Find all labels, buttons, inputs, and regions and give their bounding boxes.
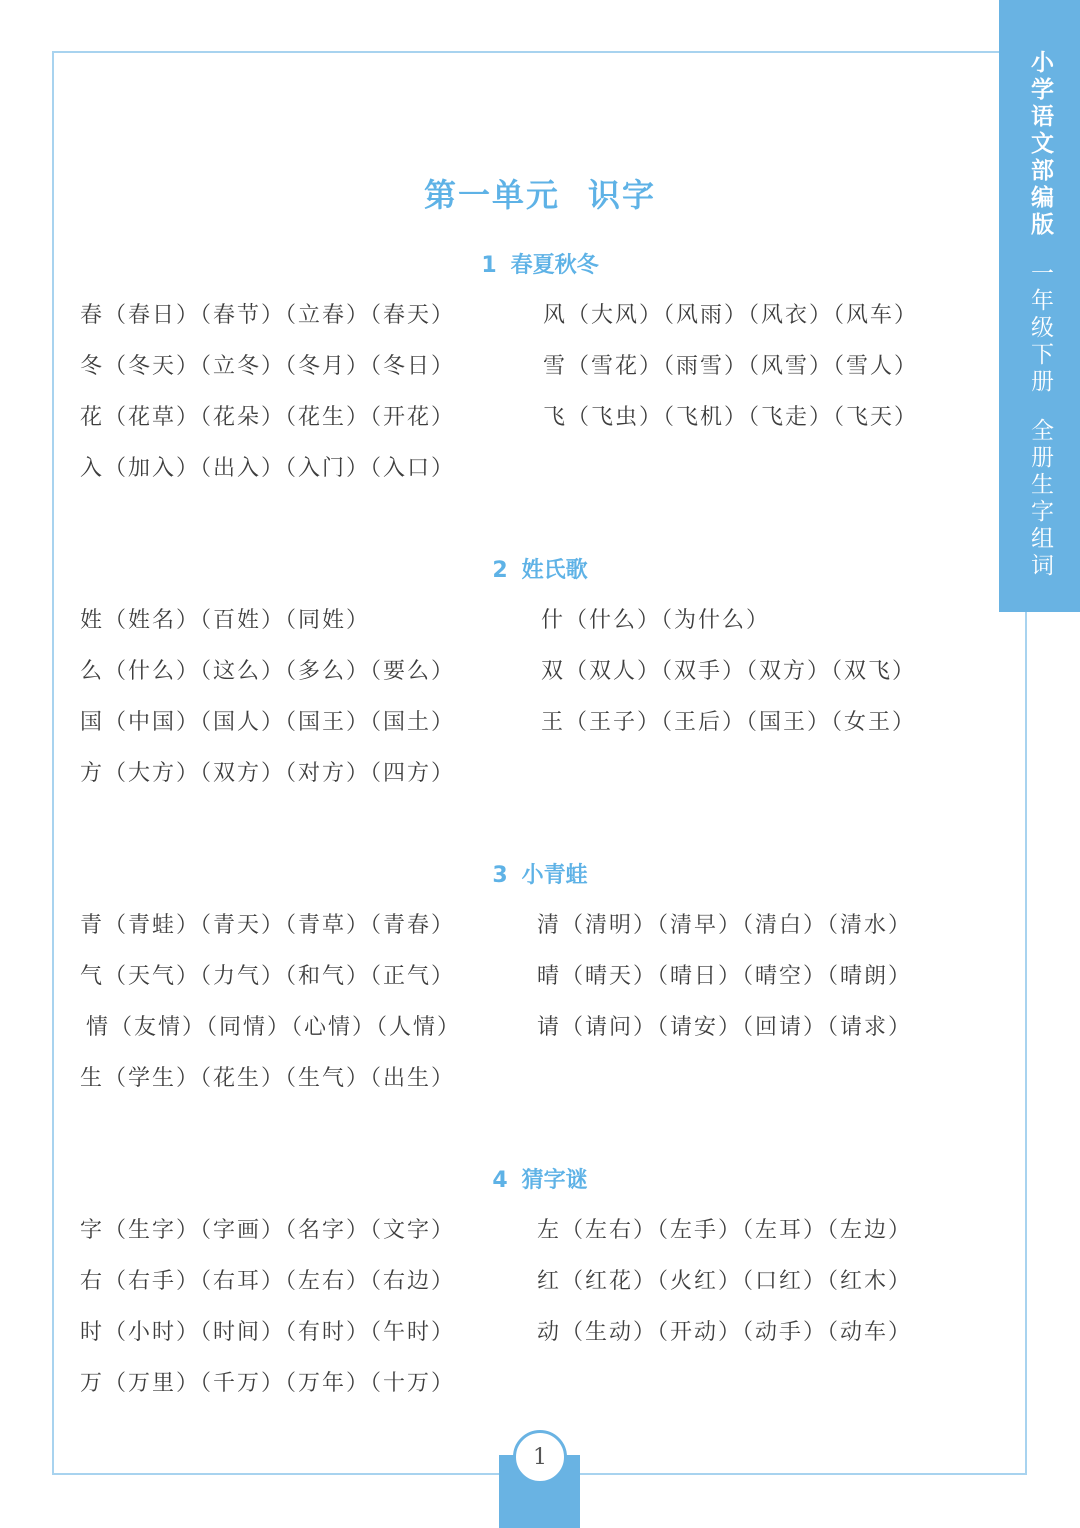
word-row: 万（万里）（千万）（万年）（十万） [80,1371,456,1396]
unit-title-number: 第一单元 [423,176,560,214]
side-tab [999,0,1080,612]
word-row: 清（清明）（清早）（清白）（清水） [537,913,913,938]
word-row: 飞（飞虫）（飞机）（飞走）（飞天） [543,405,919,430]
word-row: 左（左右）（左手）（左耳）（左边） [537,1218,913,1243]
word-row: 动（生动）（开动）（动手）（动车） [537,1320,913,1345]
word-row: 方（大方）（双方）（对方）（四方） [80,761,456,786]
word-row: 雪（雪花）（雨雪）（风雪）（雪人） [543,354,919,379]
lesson-number: 3 [492,863,508,888]
side-tab-grade: 一年级下册 [1027,261,1053,396]
word-row: 青（青蛙）（青天）（青草）（青春） [80,913,456,938]
lesson-number: 2 [492,558,508,583]
word-row: 晴（晴天）（晴日）（晴空）（晴朗） [537,964,913,989]
lesson-title [0,553,1080,584]
word-row: 风（大风）（风雨）（风衣）（风车） [543,303,919,328]
lesson-number: 4 [492,1168,508,1193]
side-tab-subtitle: 全册生字组词 [1027,418,1053,580]
lesson-number: 1 [481,253,497,278]
word-row: 字（生字）（字画）（名字）（文字） [80,1218,456,1243]
lesson-name: 春夏秋冬 [510,253,599,278]
lesson-name: 小青蛙 [521,863,588,888]
word-row: 姓（姓名）（百姓）（同姓） [80,608,371,633]
word-row: 王（王子）（王后）（国王）（女王） [541,710,917,735]
word-row: 冬（冬天）（立冬）（冬月）（冬日） [80,354,456,379]
word-row: 请（请问）（请安）（回请）（请求） [537,1015,913,1040]
word-row: 么（什么）（这么）（多么）（要么） [80,659,456,684]
lesson-title [0,858,1080,889]
lesson-name: 姓氏歌 [521,558,588,583]
side-tab-series: 小学语文部编版 [1027,50,1053,239]
word-row: 春（春日）（春节）（立春）（春天） [80,303,456,328]
word-row: 什（什么）（为什么） [541,608,771,633]
word-row: 右（右手）（右耳）（左右）（右边） [80,1269,456,1294]
unit-title [0,170,1080,216]
word-row: 气（天气）（力气）（和气）（正气） [80,964,456,989]
page-number: 1 [513,1430,567,1484]
lesson-title [0,248,1080,279]
word-row: 花（花草）（花朵）（花生）（开花） [80,405,456,430]
lesson-name: 猜字谜 [521,1168,588,1193]
word-row: 红（红花）（火红）（口红）（红木） [537,1269,913,1294]
word-row: 双（双人）（双手）（双方）（双飞） [541,659,917,684]
side-tab-text [1028,0,1051,612]
word-row: 国（中国）（国人）（国王）（国土） [80,710,456,735]
lesson-title [0,1163,1080,1194]
word-row: 入（加入）（出入）（入门）（入口） [80,456,456,481]
unit-title-name: 识字 [588,176,657,214]
word-row: 情（友情）（同情）（心情）（人情） [86,1015,462,1040]
word-row: 时（小时）（时间）（有时）（午时） [80,1320,456,1345]
word-row: 生（学生）（花生）（生气）（出生） [80,1066,456,1091]
